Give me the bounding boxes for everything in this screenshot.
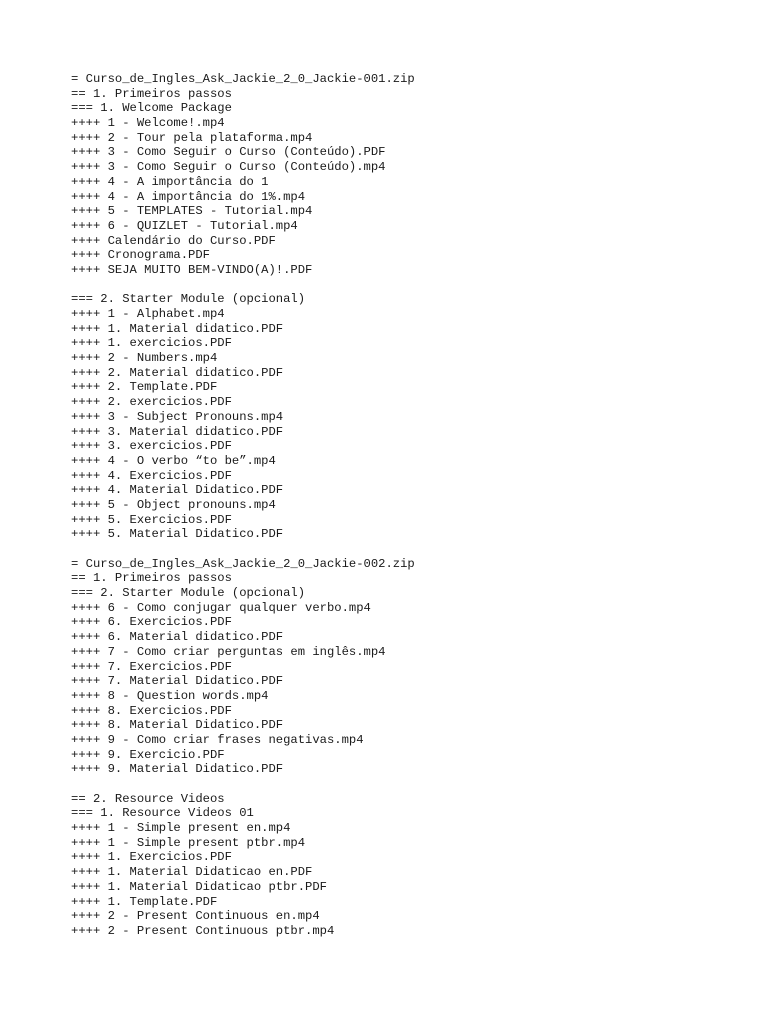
file-entry-line: ++++ 7. Material Didatico.PDF xyxy=(71,674,284,689)
file-entry-line: ++++ 4 - A importância do 1 xyxy=(71,174,269,189)
file-entry-line: ++++ 1. Material Didaticao ptbr.PDF xyxy=(71,879,327,894)
archive-title-line: = Curso_de_Ingles_Ask_Jackie_2_0_Jackie-001.zip xyxy=(71,72,415,86)
section-heading-line: == 1. Primeiros passos xyxy=(71,86,232,101)
file-entry-line: ++++ 3 - Como Seguir o Curso (Conteúdo).PDF xyxy=(71,145,386,160)
file-entry-line: ++++ 2 - Present Continuous en.mp4 xyxy=(71,909,320,924)
file-entry-line: ++++ 6 - Como conjugar qualquer verbo.mp4 xyxy=(71,600,371,615)
archive-block-002-starter xyxy=(71,557,751,777)
file-entry-line: ++++ 1. Material didatico.PDF xyxy=(71,321,284,336)
archive-title-line: = Curso_de_Ingles_Ask_Jackie_2_0_Jackie-002.zip xyxy=(71,556,415,571)
file-entry-line: ++++ 9 - Como criar frases negativas.mp4 xyxy=(71,732,364,747)
file-entry-line: ++++ 5. Exercicios.PDF xyxy=(71,512,232,527)
file-entry-line: ++++ 3. Material didatico.PDF xyxy=(71,424,284,439)
file-entry-line: ++++ 5 - Object pronouns.mp4 xyxy=(71,497,276,512)
file-entry-line: ++++ 3 - Como Seguir o Curso (Conteúdo).mp4 xyxy=(71,160,386,175)
file-entry-line: ++++ 2. Template.PDF xyxy=(71,380,218,395)
file-entry-line: ++++ 1 - Simple present ptbr.mp4 xyxy=(71,835,306,850)
file-entry-line: ++++ 4 - O verbo “to be”.mp4 xyxy=(71,453,276,468)
file-entry-line: ++++ 1. exercicios.PDF xyxy=(71,336,232,351)
section-heading-line: == 2. Resource Videos xyxy=(71,791,225,806)
file-entry-line: ++++ 5 - TEMPLATES - Tutorial.mp4 xyxy=(71,204,313,219)
subsection-heading-line: === 1. Welcome Package xyxy=(71,101,232,116)
subsection-heading-line: === 1. Resource Videos 01 xyxy=(71,806,254,821)
file-entry-line: ++++ 6 - QUIZLET - Tutorial.mp4 xyxy=(71,218,298,233)
file-entry-line: ++++ 4. Material Didatico.PDF xyxy=(71,483,284,498)
file-entry-line: ++++ 1. Template.PDF xyxy=(71,894,218,909)
file-entry-line: ++++ 4. Exercicios.PDF xyxy=(71,468,232,483)
file-entry-line: ++++ SEJA MUITO BEM-VINDO(A)!.PDF xyxy=(71,262,313,277)
file-entry-line: ++++ 8. Material Didatico.PDF xyxy=(71,718,284,733)
file-entry-line: ++++ 6. Material didatico.PDF xyxy=(71,630,284,645)
file-entry-line: ++++ 2 - Numbers.mp4 xyxy=(71,351,218,366)
file-entry-line: ++++ 2 - Present Continuous ptbr.mp4 xyxy=(71,923,335,938)
subsection-heading-line: === 2. Starter Module (opcional) xyxy=(71,292,306,307)
file-entry-line: ++++ 9. Material Didatico.PDF xyxy=(71,762,284,777)
file-entry-line: ++++ 4 - A importância do 1%.mp4 xyxy=(71,189,306,204)
file-entry-line: ++++ Calendário do Curso.PDF xyxy=(71,233,276,248)
file-entry-line: ++++ 3. exercicios.PDF xyxy=(71,439,232,454)
blank-line xyxy=(71,542,751,557)
file-entry-line: ++++ 6. Exercicios.PDF xyxy=(71,615,232,630)
file-entry-line: ++++ 1 - Simple present en.mp4 xyxy=(71,821,291,836)
file-entry-line: ++++ 8. Exercicios.PDF xyxy=(71,703,232,718)
file-entry-line: ++++ 1. Material Didaticao en.PDF xyxy=(71,865,313,880)
file-entry-line: ++++ 9. Exercicio.PDF xyxy=(71,747,225,762)
file-entry-line: ++++ 1 - Welcome!.mp4 xyxy=(71,116,225,131)
archive-block-001-welcome xyxy=(71,72,751,278)
file-entry-line: ++++ 8 - Question words.mp4 xyxy=(71,688,269,703)
blank-line xyxy=(71,278,751,293)
file-entry-line: ++++ 2 - Tour pela plataforma.mp4 xyxy=(71,130,313,145)
section-heading-line: == 1. Primeiros passos xyxy=(71,571,232,586)
file-entry-line: ++++ 7 - Como criar perguntas em inglês.mp4 xyxy=(71,644,386,659)
file-entry-line: ++++ 2. exercicios.PDF xyxy=(71,395,232,410)
document-page xyxy=(71,72,751,939)
file-entry-line: ++++ 3 - Subject Pronouns.mp4 xyxy=(71,409,284,424)
file-entry-line: ++++ 7. Exercicios.PDF xyxy=(71,659,232,674)
archive-block-001-starter xyxy=(71,292,751,542)
file-entry-line: ++++ 5. Material Didatico.PDF xyxy=(71,527,284,542)
file-entry-line: ++++ Cronograma.PDF xyxy=(71,248,210,263)
subsection-heading-line: === 2. Starter Module (opcional) xyxy=(71,586,306,601)
file-entry-line: ++++ 2. Material didatico.PDF xyxy=(71,365,284,380)
blank-line xyxy=(71,777,751,792)
file-entry-line: ++++ 1. Exercicios.PDF xyxy=(71,850,232,865)
file-entry-line: ++++ 1 - Alphabet.mp4 xyxy=(71,307,225,321)
archive-block-002-resources xyxy=(71,792,751,939)
